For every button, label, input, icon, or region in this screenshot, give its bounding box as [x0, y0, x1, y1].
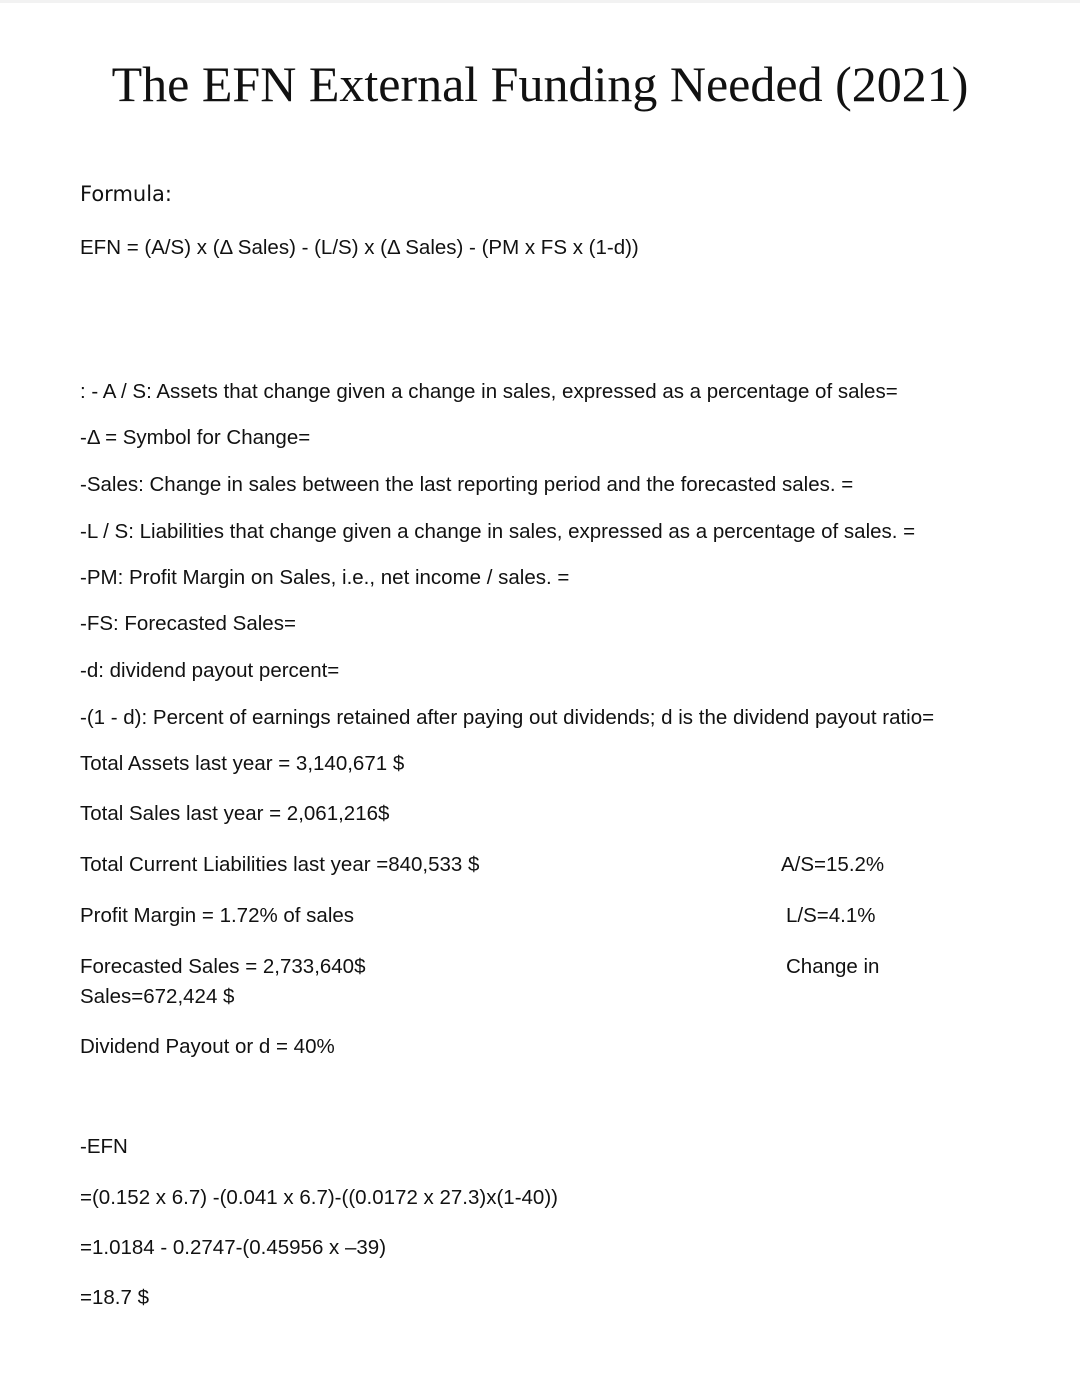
ratio-a-s: A/S=15.2%: [781, 853, 885, 876]
total-current-liabilities: Total Current Liabilities last year =840,533 $: [80, 853, 480, 876]
definition-delta: -Δ = Symbol for Change=: [80, 426, 311, 449]
profit-margin: Profit Margin = 1.72% of sales: [80, 904, 355, 927]
forecasted-sales: Forecasted Sales = 2,733,640$: [80, 955, 366, 978]
formula-label: Formula:: [80, 182, 172, 206]
definition-sales: -Sales: Change in sales between the last reporting period and the forecasted sales. =: [80, 473, 854, 496]
page-title: The EFN External Funding Needed (2021): [111, 56, 969, 112]
efn-result: =18.7 $: [80, 1286, 149, 1309]
ratio-l-s: L/S=4.1%: [786, 904, 876, 927]
definition-d: -d: dividend payout percent=: [80, 659, 340, 682]
total-assets: Total Assets last year = 3,140,671 $: [80, 752, 405, 775]
definition-a-s: : - A / S: Assets that change given a change in sales, expressed as a percentage of sales=: [80, 380, 898, 403]
efn-step-2: =1.0184 - 0.2747-(0.45956 x –39): [80, 1236, 387, 1259]
definition-retention: -(1 - d): Percent of earnings retained after paying out dividends; d is the dividend payout ratio=: [80, 706, 935, 729]
formula-expression: EFN = (A/S) x (Δ Sales) - (L/S) x (Δ Sales) - (PM x FS x (1-d)): [80, 236, 639, 259]
efn-heading: -EFN: [80, 1135, 128, 1158]
efn-step-1: =(0.152 x 6.7) -(0.041 x 6.7)-((0.0172 x 27.3)x(1-40)): [80, 1186, 558, 1209]
page-top-edge: [0, 0, 1080, 3]
definition-pm: -PM: Profit Margin on Sales, i.e., net income / sales. =: [80, 566, 570, 589]
change-in-sales: Sales=672,424 $: [80, 985, 235, 1008]
definition-fs: -FS: Forecasted Sales=: [80, 612, 296, 635]
definition-l-s: -L / S: Liabilities that change given a change in sales, expressed as a percentage of sales. =: [80, 520, 916, 543]
dividend-payout: Dividend Payout or d = 40%: [80, 1035, 335, 1058]
total-sales: Total Sales last year = 2,061,216$: [80, 802, 390, 825]
ratio-change-in: Change in: [786, 955, 880, 978]
